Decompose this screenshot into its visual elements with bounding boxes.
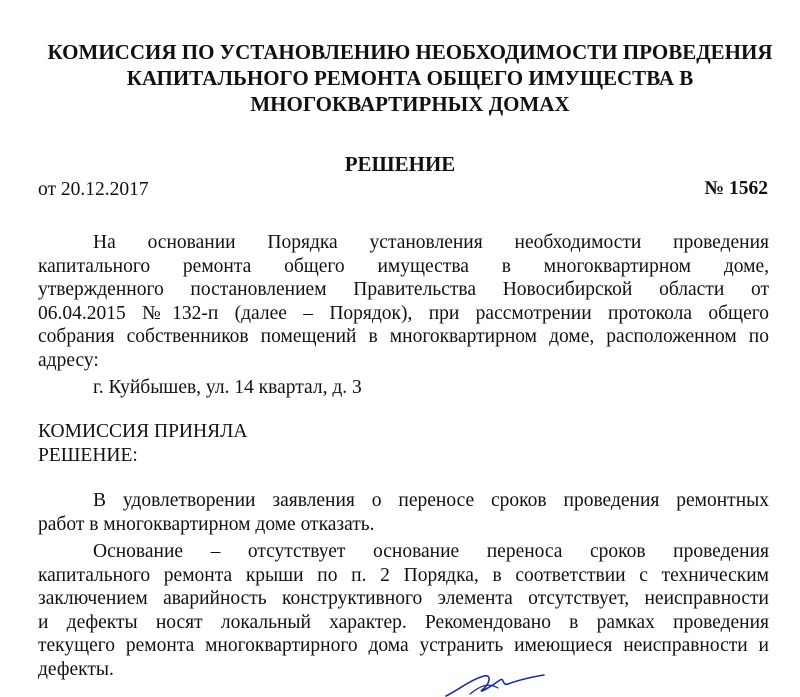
paragraph-line: заключением аварийность конструктивного элемента отсутствует, неисправности (38, 588, 769, 609)
basis-paragraph (38, 231, 769, 372)
paragraph-line: На основании Порядка установления необходимости проведения (93, 232, 769, 253)
paragraph-line: дефекты. (38, 658, 114, 680)
decision-heading: РЕШЕНИЕ (344, 152, 456, 176)
title-line: КОМИССИЯ ПО УСТАНОВЛЕНИЮ НЕОБХОДИМОСТИ ПРОВЕДЕНИЯ (47, 40, 773, 64)
decision-number: № 1562 (704, 178, 768, 199)
paragraph-line: адресу: (38, 349, 99, 371)
decision-date: от 20.12.2017 (38, 179, 149, 200)
paragraph-line: капитального ремонта крыши по п. 2 Порядка, в соответствии с техническим (38, 564, 769, 586)
paragraph-line: 06.04.2015 №132-п (далее – Порядок), при рассмотрении протокола общего (38, 302, 769, 324)
commission-decision-heading (38, 420, 247, 467)
title-line: КАПИТАЛЬНОГО РЕМОНТА ОБЩЕГО ИМУЩЕСТВА В (126, 66, 694, 90)
paragraph-line: и дефекты носят локальный характер. Рекомендовано в рамках проведения (38, 611, 769, 633)
paragraph-line: Основание – отсутствует основание переноса сроков проведения (93, 541, 769, 562)
commission-line: КОМИССИЯ ПРИНЯЛА (38, 421, 248, 442)
paragraph-line: работ в многоквартирном доме отказать. (38, 513, 375, 535)
paragraph-line: утвержденного постановлением Правительства Новосибирской области от (38, 279, 769, 300)
signature-mark (440, 672, 550, 697)
title-line: МНОГОКВАРТИРНЫХ ДОМАХ (250, 92, 570, 116)
resolution-paragraph (38, 489, 769, 536)
property-address: г. Куйбышев, ул. 14 квартал, д. 3 (93, 377, 362, 398)
signature-stroke (446, 675, 544, 696)
paragraph-line: текущего ремонта многоквартирного дома устранить имеющиеся неисправности и (38, 635, 769, 656)
reason-paragraph (38, 540, 769, 681)
paragraph-line: В удовлетворении заявления о переносе сроков проведения ремонтных (93, 490, 769, 511)
commission-title (40, 39, 780, 117)
commission-line: РЕШЕНИЕ: (38, 444, 138, 466)
paragraph-line: собрания собственников помещений в многоквартирном доме, расположенном по (38, 326, 769, 347)
paragraph-line: капитального ремонта общего имущества в многоквартирном доме, (38, 255, 769, 277)
